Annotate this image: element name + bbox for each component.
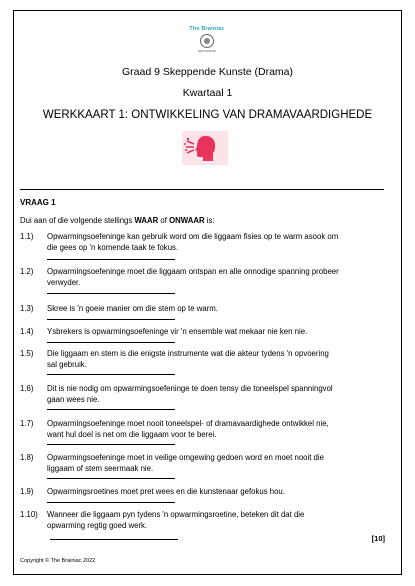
section-divider [20, 189, 384, 190]
subject-heading: Graad 9 Skeppende Kunste (Drama) [121, 66, 293, 78]
answer-line[interactable] [47, 342, 175, 343]
item-text: Ysbrekers is opwarmingsoefeninge vir 'n ensemble wat mekaar nie ken nie. [47, 327, 308, 336]
answer-line[interactable] [47, 478, 175, 479]
total-marks: [10] [371, 534, 385, 543]
answer-line[interactable] [47, 444, 175, 445]
item-number: 1.9) [20, 487, 34, 496]
false-keyword: ONWAAR [169, 216, 205, 225]
logo-subtitle: EDUCATION [198, 49, 216, 53]
question-instruction: Dui aan of die volgende stellings WAAR of ONWAAR is: [20, 216, 215, 225]
worksheet-title: WERKKAART 1: ONTWIKKELING VAN DRAMAVAARDIGHEDE [42, 109, 373, 121]
answer-line[interactable] [47, 502, 175, 503]
item-text: Skree is 'n goeie manier om die stem op te warm. [47, 304, 218, 313]
question-title: VRAAG 1 [20, 198, 56, 207]
item-number: 1.8) [20, 453, 34, 462]
answer-line[interactable] [47, 259, 175, 260]
brainiac-logo [181, 26, 233, 53]
item-text: Opwarmingsroetines moet pret wees en die kunstenaar gefokus hou. [47, 487, 285, 496]
answer-line[interactable] [47, 319, 175, 320]
answer-line[interactable] [47, 409, 175, 410]
answer-line[interactable] [47, 374, 175, 375]
logo-title: The Brainiac [189, 26, 225, 32]
copyright-notice: Copyright © The Brainiac 2022 [20, 558, 96, 564]
item-number: 1.5) [20, 349, 34, 358]
item-text: Opwarmingsoefeninge moet nooit toneelspel- of dramavaardighede ontwikkel nie, want hul doel is net om die liggaam voor te berei. [47, 419, 329, 439]
answer-line[interactable] [50, 539, 178, 540]
item-text: Opwarmingsoefeninge kan gebruik word om die liggaam fisies op te warm asook om die gees op 'n komende taak te fokus. [47, 232, 339, 252]
item-text: Die liggaam en stem is die enigste instrumente wat die akteur tydens 'n opvoering sal gebruik. [47, 349, 329, 369]
item-number: 1.1) [20, 232, 34, 241]
logo-emblem-icon [200, 34, 214, 48]
item-text: Opwarmingsoefeninge moet in veilige omgewing gedoen word en moet nooit die liggaam of stem seermaak nie. [47, 453, 324, 473]
item-number: 1.6) [20, 384, 34, 393]
item-number: 1.10) [20, 510, 38, 519]
item-number: 1.7) [20, 419, 34, 428]
item-text: Opwarmingsoefeninge moet die liggaam ontspan en alle onnodige spanning probeer verwyder. [47, 267, 339, 287]
speaking-head-icon [182, 131, 228, 165]
item-number: 1.3) [20, 304, 34, 313]
item-text: Dit is nie nodig om opwarmingsoefeninge te doen tensy die toneelspel spanningvol gaan wees nie. [47, 384, 333, 404]
true-keyword: WAAR [134, 216, 159, 225]
term-heading: Kwartaal 1 [182, 87, 233, 99]
answer-line[interactable] [47, 293, 175, 294]
item-text: Wanneer die liggaam pyn tydens 'n opwarmingsroetine, beteken dit dat die opwarming regtig goed werk. [47, 510, 305, 530]
item-number: 1.4) [20, 327, 34, 336]
item-number: 1.2) [20, 267, 34, 276]
